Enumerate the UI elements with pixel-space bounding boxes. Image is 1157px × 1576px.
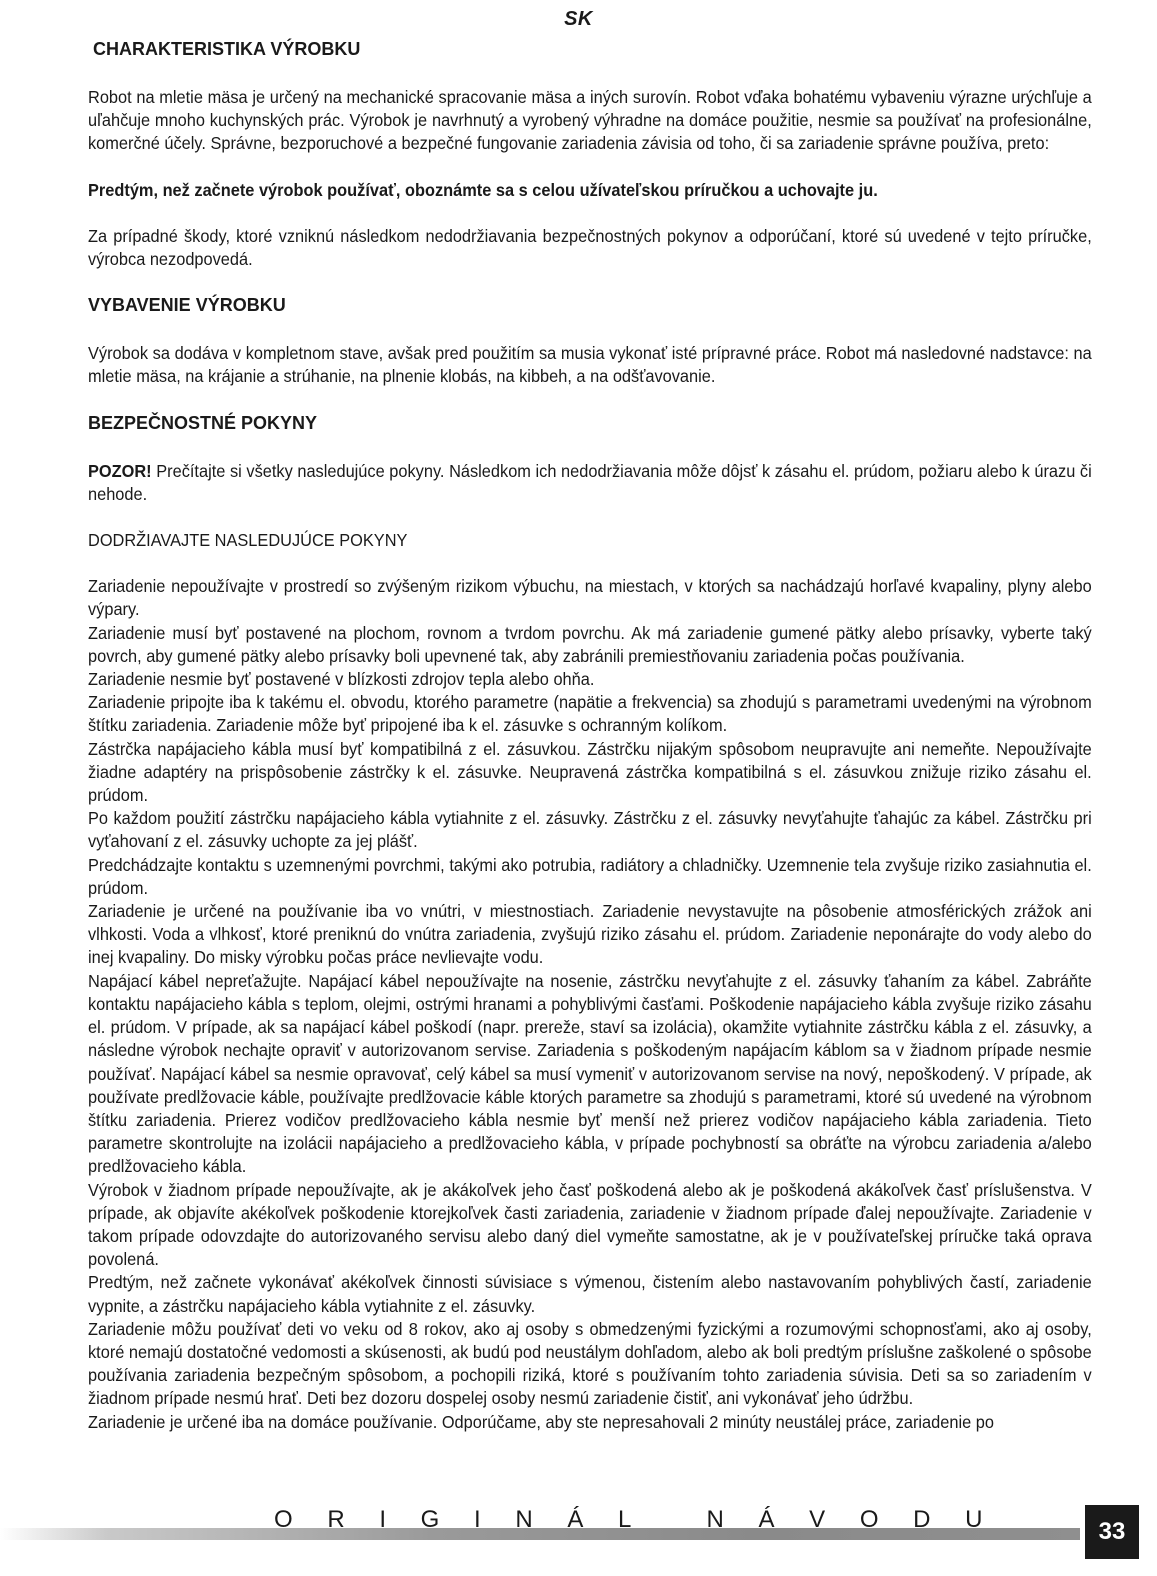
safety-item: Zástrčka napájacieho kábla musí byť kompatibilná z el. zásuvkou. Zástrčku nijakým spôsobom neupravujte ani nemeňte. Nepoužívajte žiadne adaptéry na prispôsobenie zástrčky k el. zásuvke. Neupravená zástrčka kompatibilná s el. zásuvkou znižuje riziko zásahu el. prúdom. xyxy=(88,738,1092,806)
safety-item: Zariadenie nepoužívajte v prostredí so zvýšeným rizikom výbuchu, na miestach, v ktorých sa nachádzajú horľavé kvapaliny, plyny alebo výpary. xyxy=(88,576,1092,620)
section-title-equipment: VYBAVENIE VÝROBKU xyxy=(88,295,286,316)
safety-item: Zariadenie nesmie byť postavené v blízkosti zdrojov tepla alebo ohňa. xyxy=(88,669,595,690)
safety-item: Zariadenie musí byť postavené na plochom, rovnom a tvrdom povrchu. Ak má zariadenie gumené pätky alebo prísavky, vyberte taký povrch, aby gumené pätky alebo prísavky boli upevnené tak, aby zabránili premiestňovaniu zariadenia počas používania. xyxy=(88,622,1092,666)
safety-item: Zariadenie môžu používať deti vo veku od 8 rokov, ako aj osoby s obmedzenými fyzickými a rozumovými schopnosťami, ako aj osoby, ktoré nemajú dostatočné vedomosti a skúsenosti, ak budú pod neustálym dohľadom, alebo ak boli predtým príslušne zaškolené o spôsobe používania zariadenia bezpečným spôsobom, a pochopili riziká, ktoré s používaním tohto zariadenia súvisia. Deti sa so zariadením v žiadnom prípade nesmú hrať. Deti bez dozoru dospelej osoby nesmú zariadenie čistiť, ani vykonávať jeho údržbu. xyxy=(88,1318,1092,1409)
section-title-safety: BEZPEČNOSTNÉ POKYNY xyxy=(88,412,318,433)
read-manual-notice: Predtým, než začnete výrobok používať, oboznámte sa s celou užívateľskou príručkou a uchovajte ju. xyxy=(88,179,878,200)
safety-item: Zariadenie je určené na používanie iba vo vnútri, v miestnostiach. Zariadenie nevystavujte na pôsobenie atmosférických zrážok ani vlhkosti. Voda a vlhkosť, ktoré preniknú do vnútra zariadenia, zvyšujú riziko zásahu el. prúdom. Zariadenie neponárajte do vody alebo do inej kvapaliny. Do misky výrobku počas práce nevlievajte vodu. xyxy=(88,901,1092,968)
page-number: 33 xyxy=(1085,1505,1139,1559)
warning-paragraph xyxy=(88,460,1092,506)
language-code: SK xyxy=(564,8,593,30)
safety-item: Predchádzajte kontaktu s uzemnenými povrchmi, takými ako potrubia, radiátory a chladničky. Uzemnenie tela zvyšuje riziko zasiahnutia el. prúdom. xyxy=(88,854,1092,898)
safety-item: Výrobok v žiadnom prípade nepoužívajte, ak je akákoľvek jeho časť poškodená alebo ak je poškodená akákoľvek časť príslušenstva. V prípade, ak objavíte akékoľvek poškodenie ktorejkoľvek časti zariadenia, zariadenie v žiadnom prípade ďalej nepoužívajte. Zariadenie v takom prípade odovzdajte do autorizovaného servisu alebo daný diel vymeňte samostatne, ak je v používateľskej príručke taká oprava povolená. xyxy=(88,1179,1092,1270)
follow-instructions-title: DODRŽIAVAJTE NASLEDUJÚCE POKYNY xyxy=(88,530,408,551)
section-title-characteristics: CHARAKTERISTIKA VÝROBKU xyxy=(93,39,361,59)
warning-label: POZOR! xyxy=(88,460,152,481)
safety-item: Napájací kábel nepreťažujte. Napájací kábel nepoužívajte na nosenie, zástrčku nevyťahujte z el. zásuvky ťahaním za kábel. Zabráňte kontaktu napájacieho kábla s teplom, olejmi, ostrými hranami a pohyblivými časťami. Poškodenie napájacieho kábla zvyšuje riziko zásahu el. prúdom. V prípade, ak sa napájací kábel poškodí (napr. prereže, staví sa izolácia), okamžite vytiahnite zástrčku kábla z el. zásuvky, a následne výrobok nechajte opraviť v autorizovanom servise. Zariadenia s poškodeným napájacím káblom sa v žiadnom prípade nesmie používať. Napájací kábel sa nesmie opravovať, celý kábel sa musí vymeniť v autorizovanom servise na nový, nepoškodený. V prípade, ak používate predlžovacie káble, používajte predlžovacie káble ktorých parametre sa zhodujú s parametrami, ktoré sú uvedené na výrobnom štítku zariadenia. Prierez vodičov predlžovacieho kábla nesmie byť menší než prierez vodičov napájacieho kábla zariadenia. Tieto parametre skontrolujte na izolácii napájacieho a predlžovacieho kábla, v prípade pochybností sa obráťte na výrobcu zariadenia a/alebo predlžovacieho kábla. xyxy=(88,970,1092,1177)
characteristics-paragraph: Robot na mletie mäsa je určený na mechanické spracovanie mäsa a iných surovín. Robot vďaka bohatému vybaveniu výrazne urýchľuje a uľahčuje mnoho kuchynských prác. Výrobok je navrhnutý a vyrobený výhradne na domáce použitie, nesmie sa používať na profesionálne, komerčné účely. Správne, bezporuchové a bezpečné fungovanie zariadenia závisia od toho, či sa zariadenie správne používa, preto: xyxy=(88,87,1092,154)
footer-title xyxy=(274,1506,997,1534)
safety-item: Zariadenie je určené iba na domáce používanie. Odporúčame, aby ste nepresahovali 2 minúty neustálej práce, zariadenie po xyxy=(88,1411,994,1432)
safety-item: Zariadenie pripojte iba k takému el. obvodu, ktorého parametre (napätie a frekvencia) sa zhodujú s parametrami uvedenými na výrobnom štítku zariadenia. Zariadenie môže byť pripojené iba k el. zásuvke s ochranným kolíkom. xyxy=(88,692,1092,736)
safety-item: Predtým, než začnete vykonávať akékoľvek činnosti súvisiace s výmenou, čistením alebo nastavovaním pohyblivých častí, zariadenie vypnite, a zástrčku napájacieho kábla vytiahnite z el. zásuvky. xyxy=(88,1272,1092,1316)
page-content xyxy=(88,38,1092,1434)
footer-title-text: O R I G I N Á L N Á V O D U xyxy=(274,1506,997,1533)
equipment-paragraph: Výrobok sa dodáva v kompletnom stave, avšak pred použitím sa musia vykonať isté prípravné práce. Robot má nasledovné nadstavce: na mletie mäsa, na krájanie a strúhanie, na plnenie klobás, na kibbeh, a na odšťavovanie. xyxy=(88,343,1092,387)
liability-paragraph: Za prípadné škody, ktoré vzniknú následkom nedodržiavania bezpečnostných pokynov a odporúčaní, ktoré sú uvedené v tejto príručke, výrobca nezodpovedá. xyxy=(88,225,1092,270)
safety-item: Po každom použití zástrčku napájacieho kábla vytiahnite z el. zásuvky. Zástrčku z el. zásuvky nevyťahujte ťahajúc za kábel. Zástrčku pri vyťahovaní z el. zásuvky uchopte za jej plášť. xyxy=(88,808,1092,852)
warning-text: Prečítajte si všetky nasledujúce pokyny. Následkom ich nedodržiavania môže dôjsť k zásahu el. prúdom, požiaru alebo k úrazu či nehode. xyxy=(88,460,1092,504)
